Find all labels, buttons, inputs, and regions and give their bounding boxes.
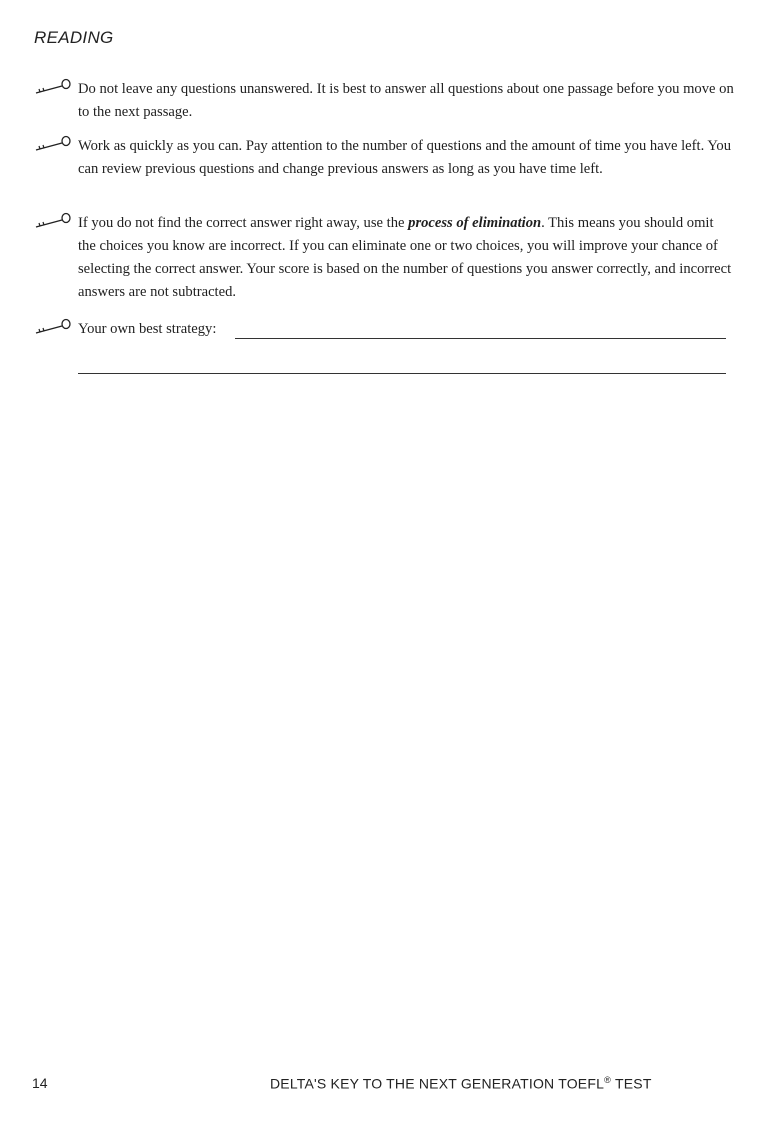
section-title: READING [34, 28, 114, 47]
tip-text [78, 212, 734, 304]
tip-text-before: If you do not find the correct answer right away, use the [78, 215, 409, 231]
strategy-write-line-2[interactable] [78, 373, 726, 374]
key-icon [34, 318, 74, 336]
book-title-prefix: DELTA'S KEY TO THE NEXT GENERATION TOEFL [270, 1075, 605, 1092]
book-title-suffix: TEST [615, 1075, 652, 1092]
page-number: 14 [32, 1075, 48, 1091]
tip-text: Work as quickly as you can. Pay attention to the number of questions and the amount of time you have left. You can review previous questions and change previous answers as long as you have time left. [78, 138, 731, 177]
tip-item [34, 78, 734, 124]
strategy-item [34, 318, 734, 342]
book-title [270, 1075, 652, 1092]
tip-text-after: . This means you should omit the choices you know are incorrect. If you can eliminate one or two choices, you will improve your chance of selecting the correct answer. Your score is based on the number of questions you answer correctly, and incorrect answers are not subtracted. [78, 215, 732, 300]
key-icon [34, 135, 74, 153]
registered-mark: ® [604, 1075, 611, 1085]
strategy-label: Your own best strategy: [78, 321, 217, 337]
key-icon [34, 212, 74, 230]
section-header [34, 28, 114, 48]
tip-item [34, 135, 734, 181]
strategy-write-line[interactable] [235, 338, 726, 339]
key-icon [34, 78, 74, 96]
tip-text: Do not leave any questions unanswered. It is best to answer all questions about one passage before you move on to the next passage. [78, 81, 734, 120]
tip-item [34, 212, 734, 304]
tip-emphasis: process of elimination [408, 215, 542, 231]
